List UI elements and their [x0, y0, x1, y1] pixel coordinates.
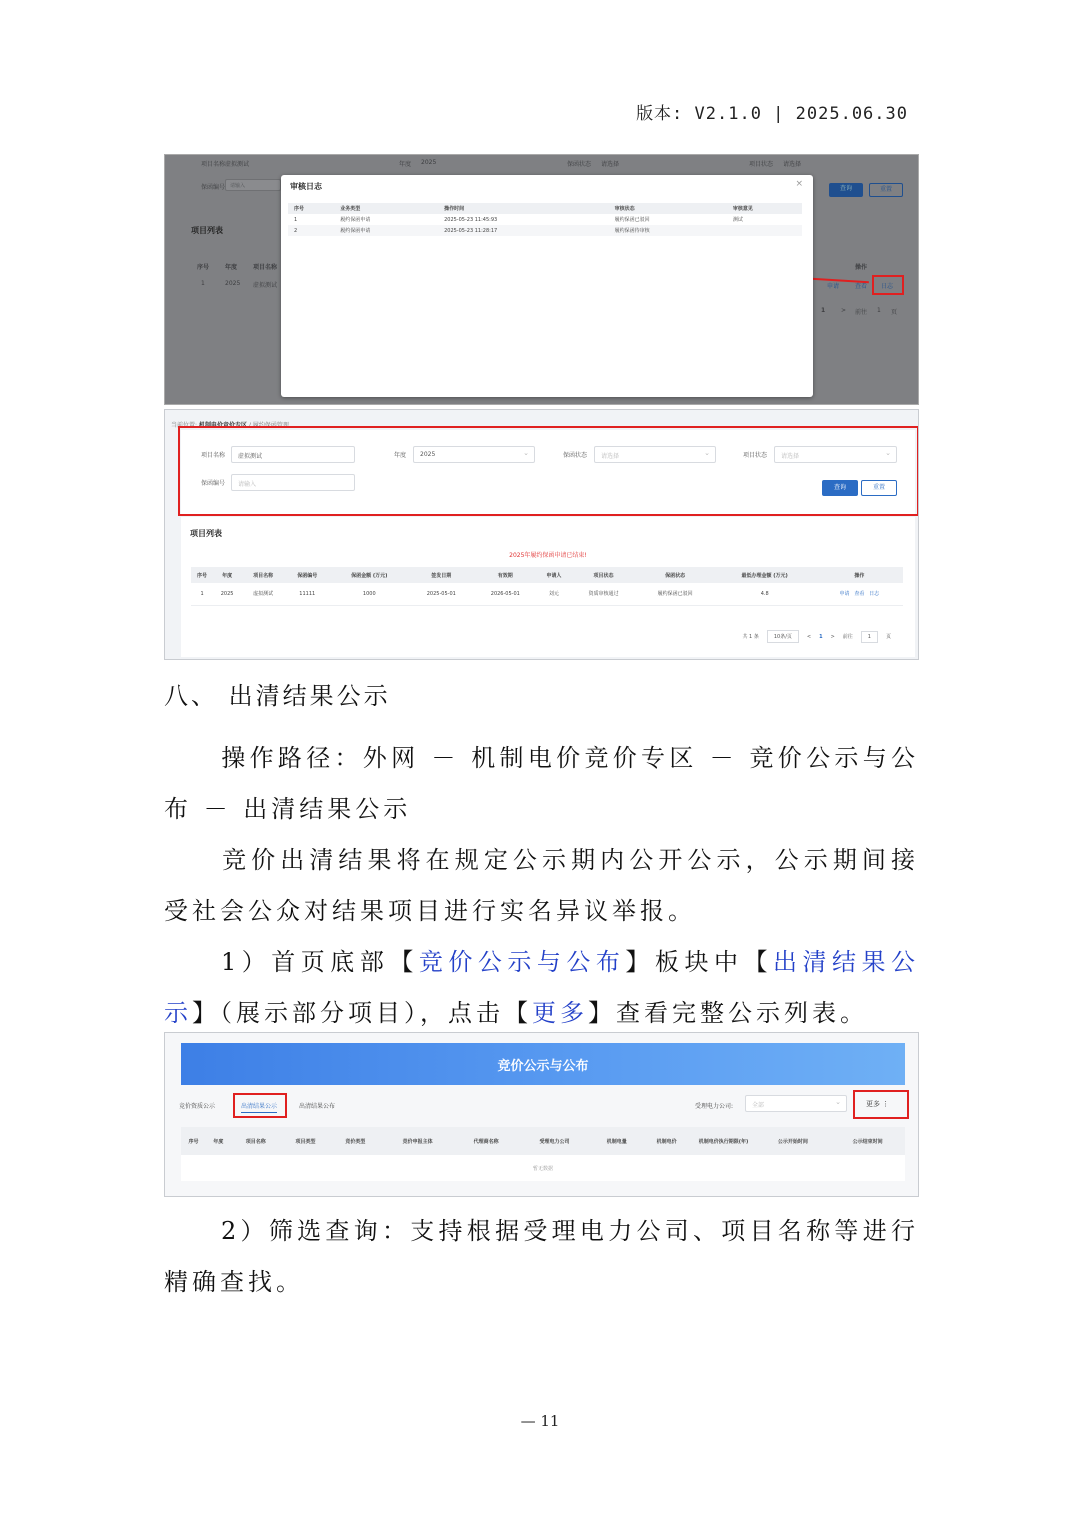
col-header: 年度: [213, 567, 241, 583]
cell-valid-until: 2026-05-01: [473, 583, 537, 605]
col-header: 机制电价: [642, 1127, 692, 1155]
col-header: 保函状态: [637, 567, 714, 583]
col-header: 最低办理金额 (万元): [714, 567, 816, 583]
col-header: 受理电力公司: [517, 1127, 592, 1155]
chevron-down-icon: ⌄: [704, 449, 710, 457]
project-name-label: 项目名称: [201, 452, 226, 459]
more-button[interactable]: 更多 ⋮: [866, 1100, 890, 1108]
notice-text: 2025年履约保函申请已结束!: [509, 552, 587, 559]
col-header: 年度: [206, 1127, 231, 1155]
paragraph-description: [164, 835, 919, 937]
query-button[interactable]: 查询: [822, 480, 858, 496]
bg-pager-page: 1: [821, 307, 826, 314]
chevron-down-icon: ⌄: [523, 449, 529, 457]
cell-project-status: 资质审核通过: [570, 583, 636, 605]
breadcrumb-separator: /: [248, 422, 253, 429]
pager-total: 共 1 条: [742, 634, 759, 640]
audit-log-table: [288, 203, 802, 236]
cell: 2: [288, 225, 334, 236]
view-link[interactable]: 查看: [854, 591, 865, 598]
section-heading: 八、 出清结果公示: [164, 682, 391, 710]
tab-clearing-announcement[interactable]: 出清结果公布: [299, 1103, 336, 1110]
step1-text-c: 】（展示部分项目），点击【: [192, 999, 532, 1027]
step2-text: 2）筛选查询：支持根据受理电力公司、项目名称等进行精确查找。: [164, 1217, 919, 1296]
bg-row-name: 虚拟测试: [253, 282, 278, 289]
step1-link-publicity: 竞价公示与公布: [418, 948, 626, 976]
bg-project-name-value: 虚拟测试: [225, 161, 250, 168]
project-status-placeholder: 请选择: [781, 453, 800, 460]
tab-clearing-publicity[interactable]: 出清结果公示: [241, 1101, 277, 1113]
pager-current[interactable]: 1: [819, 633, 823, 640]
bg-pager-input: 1: [877, 307, 881, 314]
bg-guarantee-no-input: 请输入: [225, 179, 281, 191]
company-select[interactable]: [745, 1095, 847, 1112]
bg-project-name-label: 项目名称: [201, 161, 226, 168]
cell-amount: 1000: [329, 583, 409, 605]
col-header: 竞价申报主体: [380, 1127, 455, 1155]
cell-guarantee-no: 11111: [285, 583, 329, 605]
col-header: 签发日期: [409, 567, 473, 583]
reset-button[interactable]: 重置: [861, 480, 897, 496]
cell-issue-date: 2025-05-01: [409, 583, 473, 605]
project-status-label: 项目状态: [743, 452, 768, 459]
cell-applicant: 刘元: [537, 583, 570, 605]
cell-min-amount: 4.8: [714, 583, 816, 605]
guarantee-status-label: 保函状态: [563, 452, 588, 459]
breadcrumb-page: 履约保函管理: [252, 422, 289, 429]
table-row: [288, 225, 802, 236]
chevron-down-icon: ⌄: [835, 1098, 841, 1106]
paragraph-step1: [164, 937, 919, 1039]
bg-project-status-label: 项目状态: [749, 161, 774, 168]
cell-year: 2025: [213, 583, 241, 605]
col-header: 竞价类型: [330, 1127, 380, 1155]
year-value: 2025: [420, 451, 436, 458]
pager-next-icon[interactable]: >: [830, 633, 835, 640]
col-header: 申请人: [537, 567, 570, 583]
screenshot-guarantee-management: [164, 409, 919, 660]
col-header: 业务类型: [334, 203, 438, 214]
col-header: 保函编号: [285, 567, 329, 583]
page-size-select[interactable]: 10条/页: [767, 630, 799, 643]
col-header: 有效期: [473, 567, 537, 583]
highlight-tab: [233, 1093, 287, 1118]
bg-list-title: 项目列表: [191, 226, 223, 235]
year-label: 年度: [394, 452, 407, 459]
col-header: 项目名称: [231, 1127, 281, 1155]
bg-status-placeholder: 请选择: [601, 161, 620, 168]
cell: 2025-05-23 11:28:17: [438, 225, 609, 236]
step1-text-b: 】板块中【: [625, 948, 773, 976]
highlight-filter-panel: [178, 426, 919, 516]
step1-link-clearing: 出清结果公示: [164, 948, 920, 1027]
col-header: 公示结束时间: [830, 1127, 905, 1155]
bg-project-status-placeholder: 请选择: [783, 161, 802, 168]
project-table: [191, 567, 903, 606]
step1-link-more: 更多: [532, 999, 588, 1027]
col-header: 代理商名称: [455, 1127, 517, 1155]
col-header: 项目类型: [281, 1127, 331, 1155]
pager-unit: 页: [885, 634, 891, 640]
bg-year-label: 年度: [399, 161, 412, 168]
col-header: 项目状态: [570, 567, 636, 583]
table-row: [191, 583, 903, 605]
publicity-table: [181, 1127, 905, 1181]
col-header: 序号: [288, 203, 334, 214]
audit-log-modal: [281, 175, 813, 397]
company-value: 全部: [752, 1102, 765, 1109]
cell-no: 1: [191, 583, 213, 605]
bg-pager-unit: 页: [891, 309, 898, 316]
bg-row-year: 2025: [225, 280, 241, 287]
bg-op-log: 日志: [881, 283, 894, 290]
pagination: [742, 630, 891, 643]
cell: 履约保函待审核: [609, 225, 727, 236]
cell: 履约保函申请: [334, 225, 438, 236]
highlight-more-button: [853, 1090, 909, 1119]
cell-actions: [816, 583, 903, 605]
close-icon[interactable]: ×: [795, 179, 803, 189]
project-name-input[interactable]: 虚拟测试: [231, 446, 355, 463]
tab-qualification[interactable]: 竞价资质公示: [179, 1103, 216, 1110]
col-header: 审核状态: [609, 203, 727, 214]
col-header: 机制电价执行期限(年): [692, 1127, 756, 1155]
cell: 履约保函已驳回: [614, 217, 650, 223]
empty-text: 暂无数据: [532, 1165, 553, 1172]
pager-prev-icon[interactable]: <: [806, 633, 812, 640]
pager-goto-input[interactable]: 1: [861, 631, 878, 643]
bg-op-header: 操作: [855, 264, 868, 271]
chevron-down-icon: ⌄: [885, 449, 891, 457]
paragraph-path: [164, 733, 919, 835]
col-header: 机制电量: [592, 1127, 642, 1155]
col-header: 操作: [816, 567, 903, 583]
bg-guarantee-status-label: 保函状态: [567, 161, 592, 168]
col-header: 保函金额 (万元): [329, 567, 409, 583]
col-header: 序号: [181, 1127, 206, 1155]
cell: 履约保函申请: [340, 217, 371, 223]
breadcrumb-zone[interactable]: 机制电价竞价专区: [198, 422, 247, 429]
version-label: 版本: V2.1.0 | 2025.06.30: [636, 104, 908, 124]
company-label: 受理电力公司:: [695, 1103, 734, 1110]
bg-row-no: 1: [201, 280, 205, 287]
paragraph-step2: [164, 1206, 919, 1308]
step1-text-a: 1）首页底部【: [221, 948, 419, 976]
bg-col-year: 年度: [225, 264, 238, 271]
modal-title: 审核日志: [290, 182, 322, 191]
log-link[interactable]: 日志: [869, 591, 880, 598]
page-number: — 11: [520, 1412, 560, 1430]
path-text: 操作路径：外网 － 机制电价竞价专区 － 竞价公示与公布 － 出清结果公示: [164, 744, 919, 823]
bg-pager-next-icon: >: [841, 307, 847, 314]
col-header: 公示开始时间: [756, 1127, 831, 1155]
pager-goto-label: 前往: [842, 634, 853, 640]
bg-op-apply: 申请: [827, 283, 840, 290]
cell: 2025-05-23 11:45:93: [444, 216, 498, 223]
apply-link[interactable]: 申请: [839, 591, 850, 598]
cell: [727, 225, 802, 236]
bg-col-no: 序号: [197, 264, 210, 271]
bg-reset-button: 重置: [869, 183, 903, 197]
list-title: 项目列表: [190, 529, 222, 538]
table-row: [288, 214, 802, 225]
banner: [181, 1043, 905, 1085]
cell: 测试: [732, 217, 743, 223]
cell-name: 虚拟测试: [241, 583, 285, 605]
col-header: 序号: [191, 567, 213, 583]
guarantee-no-input[interactable]: 请输入: [231, 474, 355, 491]
description-text: 竞价出清结果将在规定公示期内公开公示，公示期间接受社会公众对结果项目进行实名异议举报。: [164, 846, 919, 925]
project-list-panel: [181, 517, 915, 657]
guarantee-status-placeholder: 请选择: [601, 453, 620, 460]
breadcrumb-prefix: 当前位置:: [171, 422, 198, 429]
col-header: 项目名称: [241, 567, 285, 583]
step1-text-d: 】查看完整公示列表。: [588, 999, 868, 1027]
cell-guarantee-status: 履约保函已驳回: [637, 583, 714, 605]
bg-guarantee-no-label: 保函编号: [201, 184, 226, 191]
banner-title: 竞价公示与公布: [497, 1059, 589, 1074]
bg-pager-goto: 前往: [855, 309, 868, 316]
col-header: 审核意见: [727, 203, 802, 214]
bg-col-name: 项目名称: [253, 264, 278, 271]
highlight-log-button: [872, 275, 904, 295]
screenshot-publicity-board: [164, 1032, 919, 1197]
empty-row: [181, 1155, 905, 1181]
guarantee-no-label: 保函编号: [201, 480, 226, 487]
cell: 1: [294, 216, 298, 223]
screenshot-audit-log: [164, 154, 919, 405]
col-header: 操作时间: [438, 203, 609, 214]
bg-year-value: 2025: [421, 159, 437, 166]
bg-query-button: 查询: [829, 183, 863, 197]
bg-op-view: 查看: [855, 283, 868, 290]
